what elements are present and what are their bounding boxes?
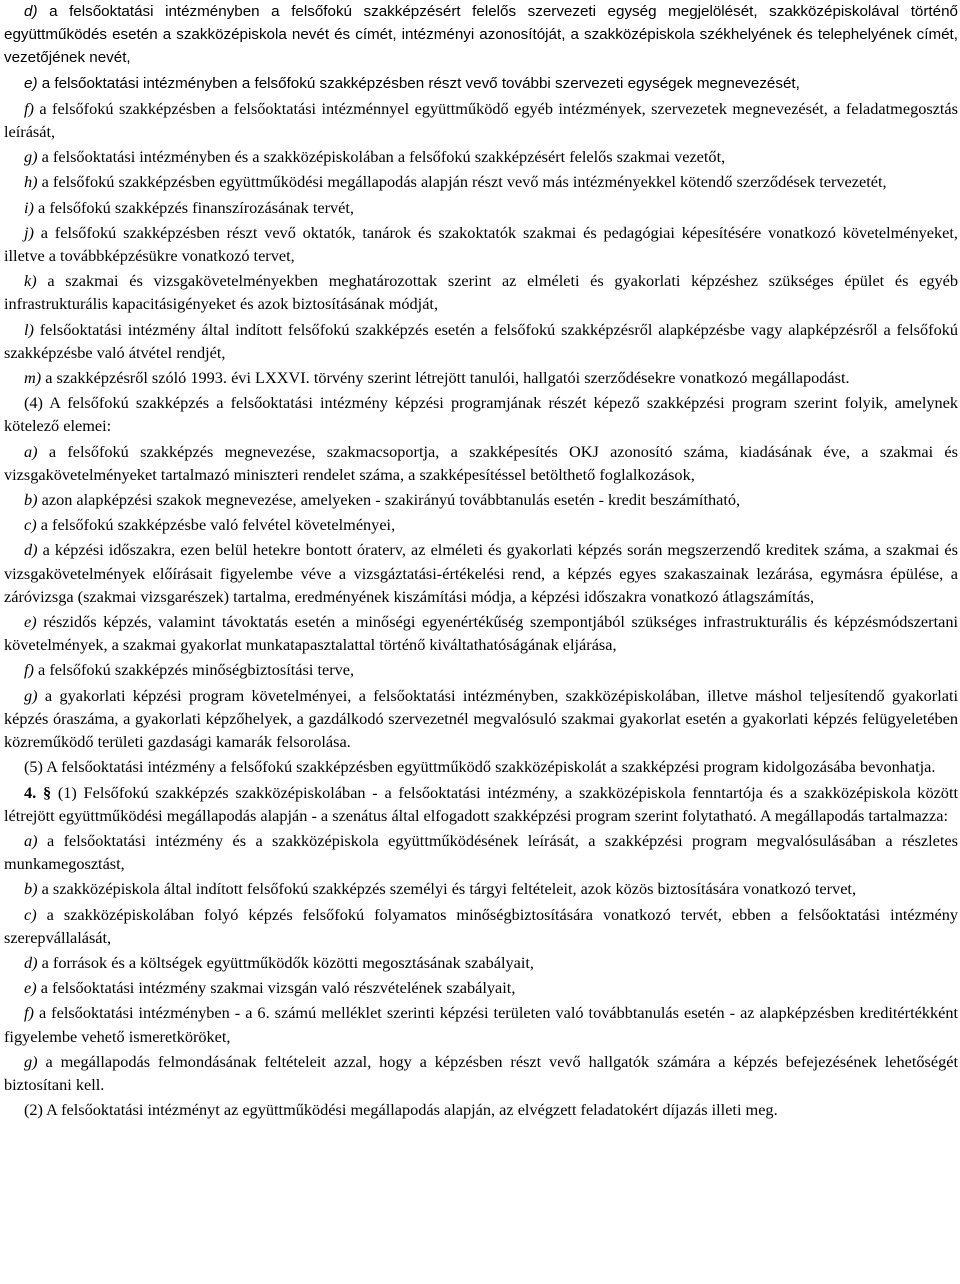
item-text: a felsőfokú szakképzésbe való felvétel követelményei, xyxy=(36,515,396,535)
item-text: azon alapképzési szakok megnevezése, amelyeken - szakirányú továbbtanulás esetén - kredit beszámítható, xyxy=(37,490,741,510)
paragraph-5 xyxy=(4,753,958,778)
item-text: a felsőfokú szakképzésben együttműködési megállapodás alapján részt vevő más intézményekkel kötendő szerződések tervezetét, xyxy=(37,172,887,192)
item-marker: b) xyxy=(24,490,38,510)
list-item-b xyxy=(4,875,958,900)
list-item-h xyxy=(4,168,958,193)
item-text: a források és a költségek együttműködők közötti megosztásának szabályait, xyxy=(37,952,534,972)
item-text: a felsőfokú szakképzés minőségbiztosítási terve, xyxy=(33,660,355,680)
item-text: a gyakorlati képzési program követelményei, a felsőoktatási intézményben, szakközépiskolában, illetve máshol teljesítendő gyakorlati képzés óraszáma, a gyakorlati képzőhelyek, a gazdálkodó szervezetnél megvalósuló szakmai gyakorlat esetén a gyakorlati képzés felügyeletében közreműködő területi gazdasági kamarák felsorolása. xyxy=(4,685,958,752)
item-marker: d) xyxy=(24,952,38,972)
item-marker: l) xyxy=(24,319,34,339)
item-marker: m) xyxy=(24,368,42,388)
item-text: a szakképzésről szóló 1993. évi LXXVI. törvény szerint létrejött tanulói, hallgatói szerződésekre vonatkozó megállapodást. xyxy=(41,368,850,388)
item-text: a felsőoktatási intézmény szakmai vizsgán való részvételének szabályait, xyxy=(36,978,516,998)
list-item-d xyxy=(4,0,958,70)
section-number: 4. xyxy=(24,782,37,802)
list-item-f xyxy=(4,95,958,143)
paragraph-2 xyxy=(4,1096,958,1121)
list-item-f xyxy=(4,999,958,1047)
item-marker: f) xyxy=(24,1003,34,1023)
item-marker: h) xyxy=(24,172,38,192)
item-marker: e) xyxy=(24,978,37,998)
list-item-e xyxy=(4,70,958,95)
list-item-g xyxy=(4,682,958,754)
item-text: a szakközépiskolában folyó képzés felsőfokú folyamatos minőségbiztosítására vonatkozó tervét, ebben a felsőoktatási intézmény szerepvállalását, xyxy=(4,904,958,947)
item-marker: d) xyxy=(24,3,38,20)
list-item-f xyxy=(4,656,958,681)
item-marker: c) xyxy=(24,515,37,535)
item-marker: c) xyxy=(24,904,37,924)
item-marker: a) xyxy=(24,830,38,850)
item-marker: a) xyxy=(24,441,38,461)
item-marker: g) xyxy=(24,147,38,167)
item-text: a szakközépiskola által indított felsőfokú szakképzés személyi és tárgyi feltételeit, azok közös biztosítására vonatkozó tervet, xyxy=(37,879,857,899)
item-marker: b) xyxy=(24,879,38,899)
item-marker: e) xyxy=(24,74,38,92)
item-marker: i) xyxy=(24,197,34,217)
paragraph-text: (2) A felsőoktatási intézményt az együttműködési megállapodás alapján, az elvégzett feladatokért díjazás illeti meg. xyxy=(24,1100,778,1120)
item-text: a felsőoktatási intézményben és a szakközépiskolában a felsőfokú szakképzésért felelős szakmai vezetőt, xyxy=(37,147,726,167)
list-item-d xyxy=(4,536,958,608)
list-item-k xyxy=(4,267,958,315)
item-marker: e) xyxy=(24,612,37,632)
item-text: a felsőfokú szakképzés finanszírozásának tervét, xyxy=(33,197,355,217)
item-marker: k) xyxy=(24,271,37,291)
list-item-l xyxy=(4,316,958,364)
item-marker: f) xyxy=(24,660,34,680)
paragraph-text: (5) A felsőoktatási intézmény a felsőfokú szakképzésben együttműködő szakközépiskolát a szakképzési program kidolgozásába bevonhatja. xyxy=(24,757,936,777)
item-text: a felsőoktatási intézményben - a 6. számú melléklet szerinti képzési területen való továbbtanulás esetén - az alapképzésben kreditértékként figyelembe vehető ismeretköröket, xyxy=(4,1003,958,1046)
item-text: a felsőfokú szakképzés megnevezése, szakmacsoportja, a szakképesítés OKJ azonosító száma, kiadásának éve, a szakmai és vizsgakövetelményeket tartalmazó miniszteri rendelet száma, a szakképesítéssel betölthető foglalkozások, xyxy=(4,441,958,484)
list-item-c xyxy=(4,901,958,949)
item-text: a felsőfokú szakképzésben részt vevő oktatók, tanárok és szakoktatók szakmai és pedagógiai képesítésére vonatkozó követelményeket, illetve a továbbképzésükre vonatkozó tervet, xyxy=(4,222,958,266)
list-item-g xyxy=(4,1048,958,1096)
list-item-e xyxy=(4,608,958,656)
item-text: a felsőoktatási intézményben a felsőfokú szakképzésben részt vevő további szervezeti egységek megnevezését, xyxy=(37,74,800,92)
list-item-a xyxy=(4,827,958,875)
item-text: a szakmai és vizsgakövetelményekben meghatározottak szerint az elméleti és gyakorlati képzéshez szükséges épület és egyéb infrastrukturális kapacitásigényeket és azok biztosításának módját, xyxy=(4,271,958,314)
item-text: felsőoktatási intézmény által indított felsőfokú szakképzés esetén a felsőfokú szakképzésről alapképzésbe vagy alapképzésről a felsőfokú szakképzésbe való átvétel rendjét, xyxy=(4,319,958,362)
item-marker: j) xyxy=(24,222,34,242)
item-text: a megállapodás felmondásának feltételeit azzal, hogy a képzésben részt vevő hallgatók számára a képzés befejezésének lehetőségét biztosítani kell. xyxy=(4,1051,958,1094)
list-item-b xyxy=(4,486,958,511)
paragraph-text: (1) Felsőfokú szakképzés szakközépiskolában - a felsőoktatási intézmény, a szakközépiskola fenntartója és a szakközépiskola között létrejött együttműködési megállapodás alapján - a szenátus által elfogadott szakképzési program szerint folytatható. A megállapodás tartalmazza: xyxy=(4,782,958,825)
list-item-d xyxy=(4,949,958,974)
item-marker: g) xyxy=(24,685,38,705)
item-text: a felsőoktatási intézményben a felsőfokú szakképzésért felelős szervezeti egység megjelölését, szakközépiskolával történő együttműködés esetén a szakközépiskola nevét és címét, intézményi azonosítóját, a szakközépiskola székhelyének és telephelyének címét, vezetőjének nevét, xyxy=(4,3,958,67)
item-text: a felsőfokú szakképzésben a felsőoktatási intézménnyel együttműködő egyéb intézmények, szervezetek megnevezését, a feladatmegosztás leírását, xyxy=(4,98,958,142)
document-page xyxy=(4,0,958,1121)
item-text: a képzési időszakra, ezen belül hetekre bontott óraterv, az elméleti és gyakorlati képzés során megszerzendő kreditek száma, a szakmai és vizsgakövetelmények előírásait figyelembe véve a vizsgáztatási-értékelési rend, a képzés egyes szakaszainak lezárása, egymásra épülése, a záróvizsga (szakmai vizsgarészek) tartalma, eredményének kiszámítási módja, a képzési időszakra vonatkozó átlagszámítás, xyxy=(4,540,958,606)
item-marker: g) xyxy=(24,1051,38,1071)
item-text: részidős képzés, valamint távoktatás esetén a minőségi egyenértékűség szempontjából szükséges infrastrukturális és képzésmódszertani követelmények, a szakmai gyakorlat munkatapasztalattal történő kiváltathatóságának eljárása, xyxy=(4,612,958,655)
paragraph-text: (4) A felsőfokú szakképzés a felsőoktatási intézmény képzési programjának részét képező szakképzési program szerint folyik, amelynek kötelező elemei: xyxy=(4,393,958,436)
paragraph-4 xyxy=(4,389,958,437)
list-item-i xyxy=(4,194,958,219)
list-item-m xyxy=(4,364,958,389)
list-item-g xyxy=(4,143,958,168)
list-item-j xyxy=(4,219,958,267)
item-marker: f) xyxy=(24,98,34,118)
section-4-paragraph-1 xyxy=(4,779,958,827)
list-item-e xyxy=(4,974,958,999)
item-text: a felsőoktatási intézmény és a szakközépiskola együttműködésének leírását, a szakképzési program megvalósulásában a részletes munkamegosztást, xyxy=(4,830,958,874)
list-item-c xyxy=(4,511,958,536)
list-item-a xyxy=(4,438,958,486)
section-sign-link[interactable]: § xyxy=(42,782,52,802)
item-marker: d) xyxy=(24,540,38,560)
